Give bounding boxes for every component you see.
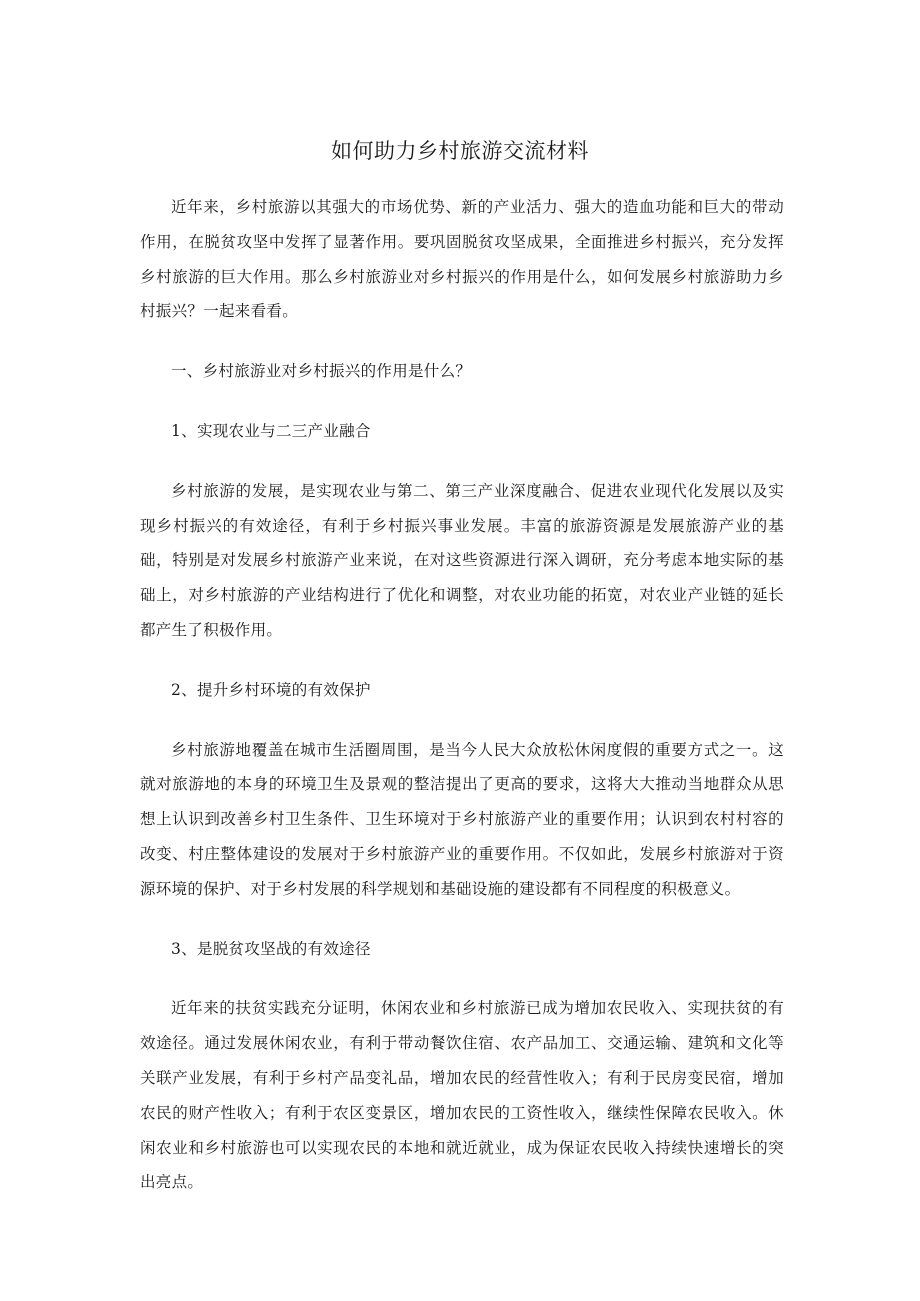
- point-heading-3: 3、是脱贫攻坚战的有效途径: [171, 939, 371, 958]
- document-body: [140, 190, 784, 1200]
- section-heading: 一、乡村旅游业对乡村振兴的作用是什么？: [171, 362, 472, 381]
- spacer: [140, 648, 784, 673]
- spacer: [140, 389, 784, 414]
- point-paragraph-1: 乡村旅游的发展，是实现农业与第二、第三产业深度融合、促进农业现代化发展以及实现乡村振兴的有效途径，有利于乡村振兴事业发展。丰富的旅游资源是发展旅游产业的基础，特别是对发展乡村旅游产业来说，在对这些资源进行深入调研，充分考虑本地实际的基础上，对乡村旅游的产业结构进行了优化和调整，对农业功能的拓宽，对农业产业链的延长都产生了积极作用。: [140, 481, 784, 639]
- spacer: [140, 966, 784, 991]
- point-paragraph-2: 乡村旅游地覆盖在城市生活圈周围，是当今人民大众放松休闲度假的重要方式之一。这就对旅游地的本身的环境卫生及景观的整洁提出了更高的要求，这将大大推动当地群众从思想上认识到改善乡村卫生条件、卫生环境对于乡村旅游产业的重要作用；认识到农村村容的改变、村庄整体建设的发展对于乡村旅游产业的重要作用。不仅如此，发展乡村旅游对于资源环境的保护、对于乡村发展的科学规划和基础设施的建设都有不同程度的积极意义。: [140, 740, 784, 898]
- document-title: 如何助力乡村旅游交流材料: [331, 139, 589, 163]
- point-heading-1: 1、实现农业与二三产业融合: [171, 421, 371, 440]
- intro-paragraph: 近年来，乡村旅游以其强大的市场优势、新的产业活力、强大的造血功能和巨大的带动作用，在脱贫攻坚中发挥了显著作用。要巩固脱贫攻坚成果，全面推进乡村振兴，充分发挥乡村旅游的巨大作用。那么乡村旅游业对乡村振兴的作用是什么，如何发展乡村旅游助力乡村振兴？一起来看看。: [140, 198, 784, 321]
- point-paragraph-3: 近年来的扶贫实践充分证明，休闲农业和乡村旅游已成为增加农民收入、实现扶贫的有效途径。通过发展休闲农业，有利于带动餐饮住宿、农产品加工、交通运输、建筑和文化等关联产业发展，有利于乡村产品变礼品，增加农民的经营性收入；有利于民房变民宿，增加农民的财产性收入；有利于农区变景区，增加农民的工资性收入，继续性保障农民收入。休闲农业和乡村旅游也可以实现农民的本地和就近就业，成为保证农民收入持续快速增长的突出亮点。: [140, 999, 784, 1192]
- spacer: [140, 907, 784, 932]
- spacer: [140, 708, 784, 733]
- spacer: [140, 329, 784, 354]
- spacer: [140, 449, 784, 474]
- point-heading-2: 2、提升乡村环境的有效保护: [171, 680, 371, 699]
